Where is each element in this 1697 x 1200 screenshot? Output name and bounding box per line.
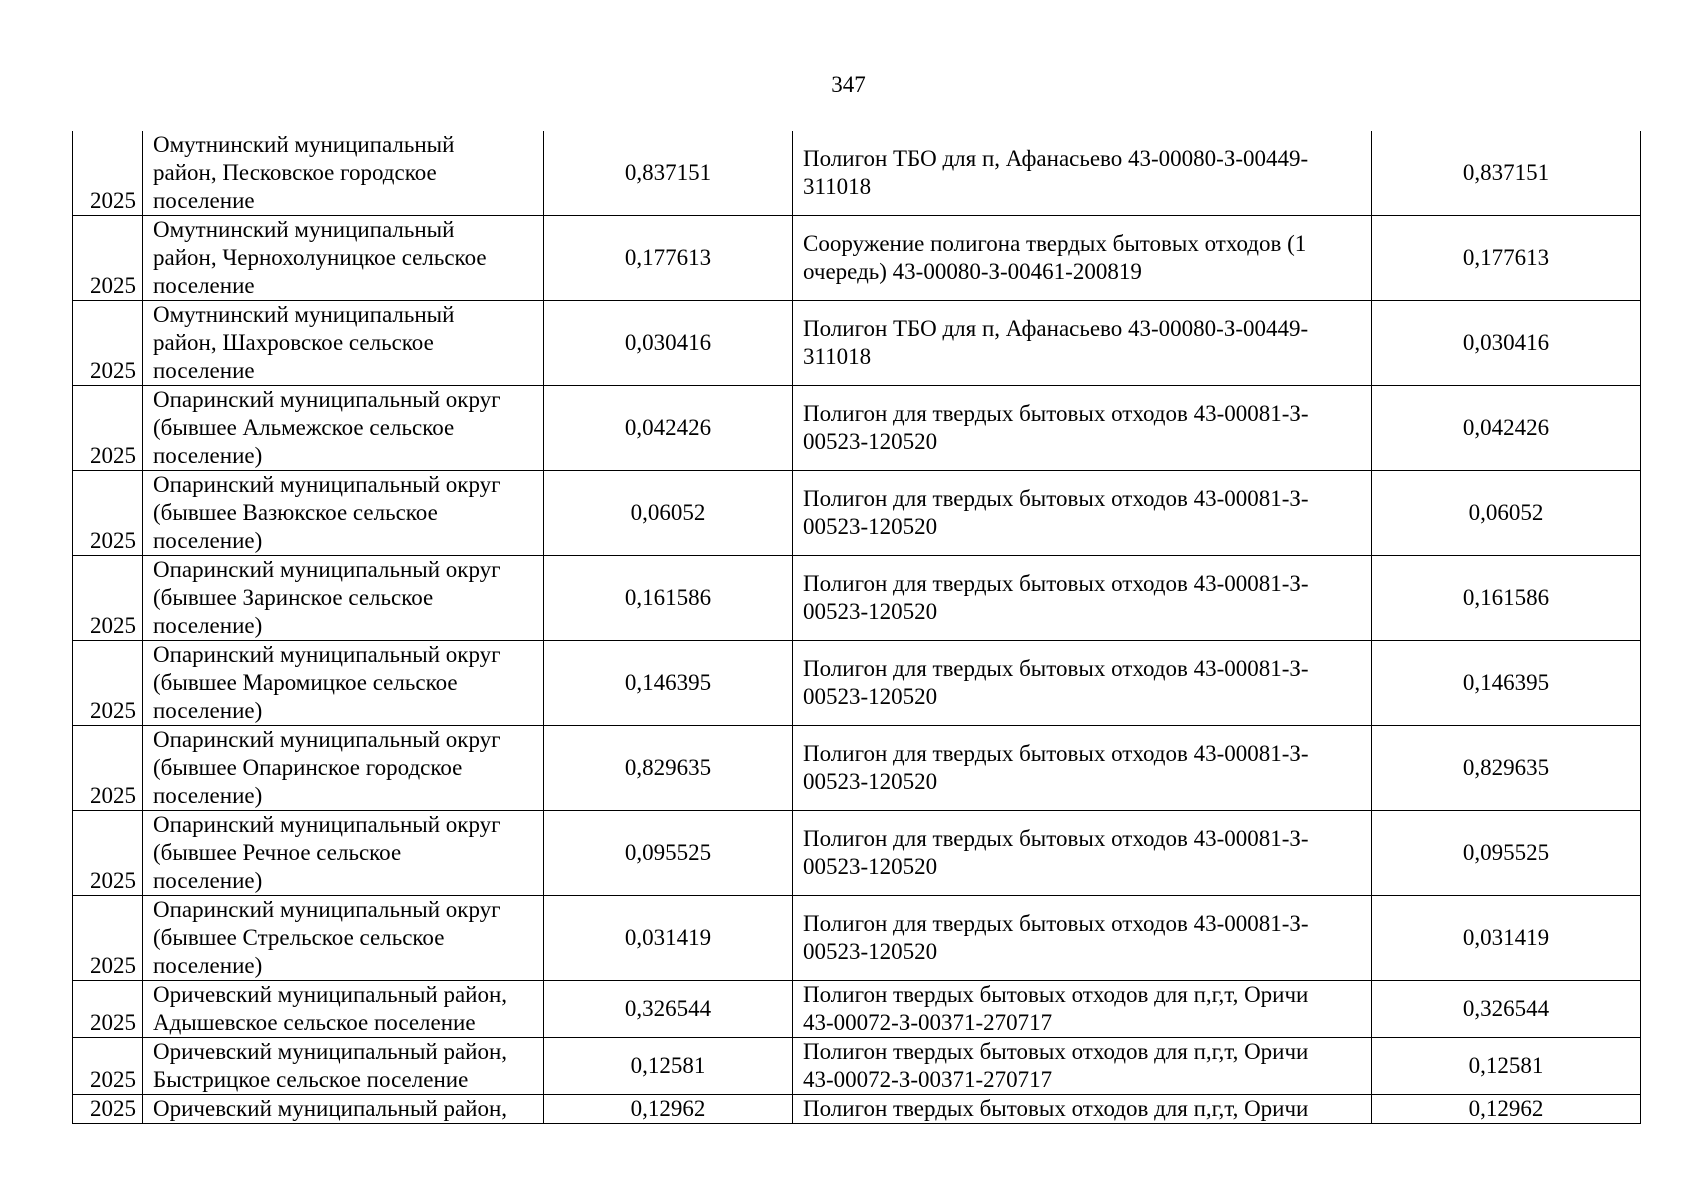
table-row bbox=[73, 726, 1641, 811]
facility-line: 00523-120520 bbox=[803, 429, 938, 454]
municipality-line: Оричевский муниципальный район, bbox=[153, 1039, 508, 1064]
value-b-cell: 0,095525 bbox=[1372, 811, 1641, 896]
year-cell: 2025 bbox=[73, 301, 143, 386]
value-a-cell: 0,12962 bbox=[544, 1095, 793, 1124]
municipality-cell bbox=[143, 641, 544, 726]
municipality-line: Опаринский муниципальный округ bbox=[153, 812, 501, 837]
municipality-line: Опаринский муниципальный округ bbox=[153, 387, 501, 412]
facility-cell bbox=[793, 556, 1372, 641]
value-b-cell: 0,837151 bbox=[1372, 131, 1641, 216]
facility-line: 00523-120520 bbox=[803, 939, 938, 964]
year-cell: 2025 bbox=[73, 1095, 143, 1124]
value-b-cell: 0,042426 bbox=[1372, 386, 1641, 471]
facility-cell bbox=[793, 1095, 1372, 1124]
facility-line: Полигон твердых бытовых отходов для п,г,т, Оричи bbox=[803, 1096, 1309, 1121]
municipality-line: Быстрицкое сельское поселение bbox=[153, 1067, 469, 1092]
municipality-line: поселение) bbox=[153, 613, 263, 638]
municipality-line: поселение) bbox=[153, 528, 263, 553]
facility-line: 00523-120520 bbox=[803, 769, 938, 794]
year-cell: 2025 bbox=[73, 896, 143, 981]
table-row bbox=[73, 301, 1641, 386]
municipality-line: поселение bbox=[153, 188, 255, 213]
facility-line: Полигон твердых бытовых отходов для п,г,т, Оричи bbox=[803, 982, 1309, 1007]
page-number: 347 bbox=[831, 72, 866, 97]
year-cell: 2025 bbox=[73, 216, 143, 301]
facility-line: Полигон ТБО для п, Афанасьево 43-00080-З-00449- bbox=[803, 146, 1309, 171]
municipality-cell bbox=[143, 981, 544, 1038]
facility-cell bbox=[793, 641, 1372, 726]
facility-line: 00523-120520 bbox=[803, 599, 938, 624]
facility-line: Полигон для твердых бытовых отходов 43-00081-З- bbox=[803, 656, 1309, 681]
table-body bbox=[73, 131, 1641, 1124]
value-b-cell: 0,829635 bbox=[1372, 726, 1641, 811]
value-a-cell: 0,042426 bbox=[544, 386, 793, 471]
municipality-line: поселение) bbox=[153, 443, 263, 468]
facility-line: Полигон ТБО для п, Афанасьево 43-00080-З-00449- bbox=[803, 316, 1309, 341]
table-row bbox=[73, 896, 1641, 981]
facility-line: Полигон для твердых бытовых отходов 43-00081-З- bbox=[803, 486, 1309, 511]
municipality-line: поселение) bbox=[153, 868, 263, 893]
municipality-line: Оричевский муниципальный район, bbox=[153, 1096, 508, 1121]
facility-cell bbox=[793, 471, 1372, 556]
municipality-cell bbox=[143, 811, 544, 896]
facility-cell bbox=[793, 386, 1372, 471]
facility-cell bbox=[793, 1038, 1372, 1095]
municipality-line: поселение) bbox=[153, 953, 263, 978]
facility-line: 00523-120520 bbox=[803, 684, 938, 709]
table-row bbox=[73, 811, 1641, 896]
municipality-cell bbox=[143, 131, 544, 216]
municipality-line: поселение bbox=[153, 273, 255, 298]
facility-line: Полигон для твердых бытовых отходов 43-00081-З- bbox=[803, 826, 1309, 851]
value-b-cell: 0,146395 bbox=[1372, 641, 1641, 726]
value-a-cell: 0,030416 bbox=[544, 301, 793, 386]
facility-line: Полигон для твердых бытовых отходов 43-00081-З- bbox=[803, 401, 1309, 426]
value-a-cell: 0,326544 bbox=[544, 981, 793, 1038]
table-row bbox=[73, 1095, 1641, 1124]
municipality-cell bbox=[143, 896, 544, 981]
municipality-line: район, Чернохолуницкое сельское bbox=[153, 245, 487, 270]
facility-cell bbox=[793, 131, 1372, 216]
facility-line: Полигон для твердых бытовых отходов 43-00081-З- bbox=[803, 911, 1309, 936]
facility-cell bbox=[793, 811, 1372, 896]
value-b-cell: 0,12962 bbox=[1372, 1095, 1641, 1124]
value-b-cell: 0,161586 bbox=[1372, 556, 1641, 641]
value-b-cell: 0,06052 bbox=[1372, 471, 1641, 556]
municipality-cell bbox=[143, 556, 544, 641]
value-b-cell: 0,031419 bbox=[1372, 896, 1641, 981]
value-b-cell: 0,030416 bbox=[1372, 301, 1641, 386]
facility-line: 311018 bbox=[803, 344, 872, 369]
municipality-cell bbox=[143, 471, 544, 556]
year-cell: 2025 bbox=[73, 386, 143, 471]
value-b-cell: 0,12581 bbox=[1372, 1038, 1641, 1095]
municipality-line: (бывшее Альмежское сельское bbox=[153, 415, 455, 440]
facility-line: 00523-120520 bbox=[803, 514, 938, 539]
data-table bbox=[72, 131, 1641, 1124]
year-cell: 2025 bbox=[73, 1038, 143, 1095]
municipality-line: поселение bbox=[153, 358, 255, 383]
facility-cell bbox=[793, 726, 1372, 811]
municipality-line: поселение) bbox=[153, 698, 263, 723]
year-cell: 2025 bbox=[73, 726, 143, 811]
facility-cell bbox=[793, 216, 1372, 301]
municipality-cell bbox=[143, 216, 544, 301]
value-a-cell: 0,177613 bbox=[544, 216, 793, 301]
year-cell: 2025 bbox=[73, 471, 143, 556]
value-a-cell: 0,095525 bbox=[544, 811, 793, 896]
value-a-cell: 0,829635 bbox=[544, 726, 793, 811]
municipality-line: район, Песковское городское bbox=[153, 160, 437, 185]
municipality-line: Опаринский муниципальный округ bbox=[153, 727, 501, 752]
facility-line: 43-00072-З-00371-270717 bbox=[803, 1067, 1053, 1092]
facility-line: Полигон для твердых бытовых отходов 43-00081-З- bbox=[803, 571, 1309, 596]
value-b-cell: 0,177613 bbox=[1372, 216, 1641, 301]
facility-cell bbox=[793, 301, 1372, 386]
value-b-cell: 0,326544 bbox=[1372, 981, 1641, 1038]
municipality-line: Опаринский муниципальный округ bbox=[153, 557, 501, 582]
year-cell: 2025 bbox=[73, 981, 143, 1038]
municipality-line: район, Шахровское сельское bbox=[153, 330, 434, 355]
municipality-line: Омутнинский муниципальный bbox=[153, 132, 455, 157]
value-a-cell: 0,031419 bbox=[544, 896, 793, 981]
year-cell: 2025 bbox=[73, 556, 143, 641]
facility-cell bbox=[793, 981, 1372, 1038]
municipality-cell bbox=[143, 1095, 544, 1124]
municipality-line: поселение) bbox=[153, 783, 263, 808]
municipality-line: (бывшее Речное сельское bbox=[153, 840, 402, 865]
facility-line: 311018 bbox=[803, 174, 872, 199]
value-a-cell: 0,12581 bbox=[544, 1038, 793, 1095]
municipality-line: (бывшее Заринское сельское bbox=[153, 585, 434, 610]
facility-cell bbox=[793, 896, 1372, 981]
year-cell: 2025 bbox=[73, 131, 143, 216]
facility-line: Сооружение полигона твердых бытовых отходов (1 bbox=[803, 231, 1307, 256]
table-row bbox=[73, 1038, 1641, 1095]
value-a-cell: 0,161586 bbox=[544, 556, 793, 641]
value-a-cell: 0,146395 bbox=[544, 641, 793, 726]
municipality-cell bbox=[143, 301, 544, 386]
municipality-cell bbox=[143, 726, 544, 811]
facility-line: Полигон для твердых бытовых отходов 43-00081-З- bbox=[803, 741, 1309, 766]
municipality-line: (бывшее Вазюкское сельское bbox=[153, 500, 438, 525]
facility-line: очередь) 43-00080-З-00461-200819 bbox=[803, 259, 1142, 284]
table-row bbox=[73, 216, 1641, 301]
municipality-line: Опаринский муниципальный округ bbox=[153, 642, 501, 667]
municipality-cell bbox=[143, 386, 544, 471]
municipality-line: (бывшее Стрельское сельское bbox=[153, 925, 445, 950]
municipality-line: Опаринский муниципальный округ bbox=[153, 472, 501, 497]
municipality-line: (бывшее Маромицкое сельское bbox=[153, 670, 458, 695]
municipality-line: Адышевское сельское поселение bbox=[153, 1010, 476, 1035]
municipality-line: Омутнинский муниципальный bbox=[153, 217, 455, 242]
facility-line: 43-00072-З-00371-270717 bbox=[803, 1010, 1053, 1035]
value-a-cell: 0,837151 bbox=[544, 131, 793, 216]
municipality-line: Опаринский муниципальный округ bbox=[153, 897, 501, 922]
table-row bbox=[73, 556, 1641, 641]
table-row bbox=[73, 386, 1641, 471]
year-cell: 2025 bbox=[73, 641, 143, 726]
facility-line: 00523-120520 bbox=[803, 854, 938, 879]
table-row bbox=[73, 471, 1641, 556]
facility-line: Полигон твердых бытовых отходов для п,г,т, Оричи bbox=[803, 1039, 1309, 1064]
municipality-line: Оричевский муниципальный район, bbox=[153, 982, 508, 1007]
year-cell: 2025 bbox=[73, 811, 143, 896]
municipality-cell bbox=[143, 1038, 544, 1095]
municipality-line: (бывшее Опаринское городское bbox=[153, 755, 463, 780]
value-a-cell: 0,06052 bbox=[544, 471, 793, 556]
table-row bbox=[73, 131, 1641, 216]
table-row bbox=[73, 641, 1641, 726]
municipality-line: Омутнинский муниципальный bbox=[153, 302, 455, 327]
table-row bbox=[73, 981, 1641, 1038]
